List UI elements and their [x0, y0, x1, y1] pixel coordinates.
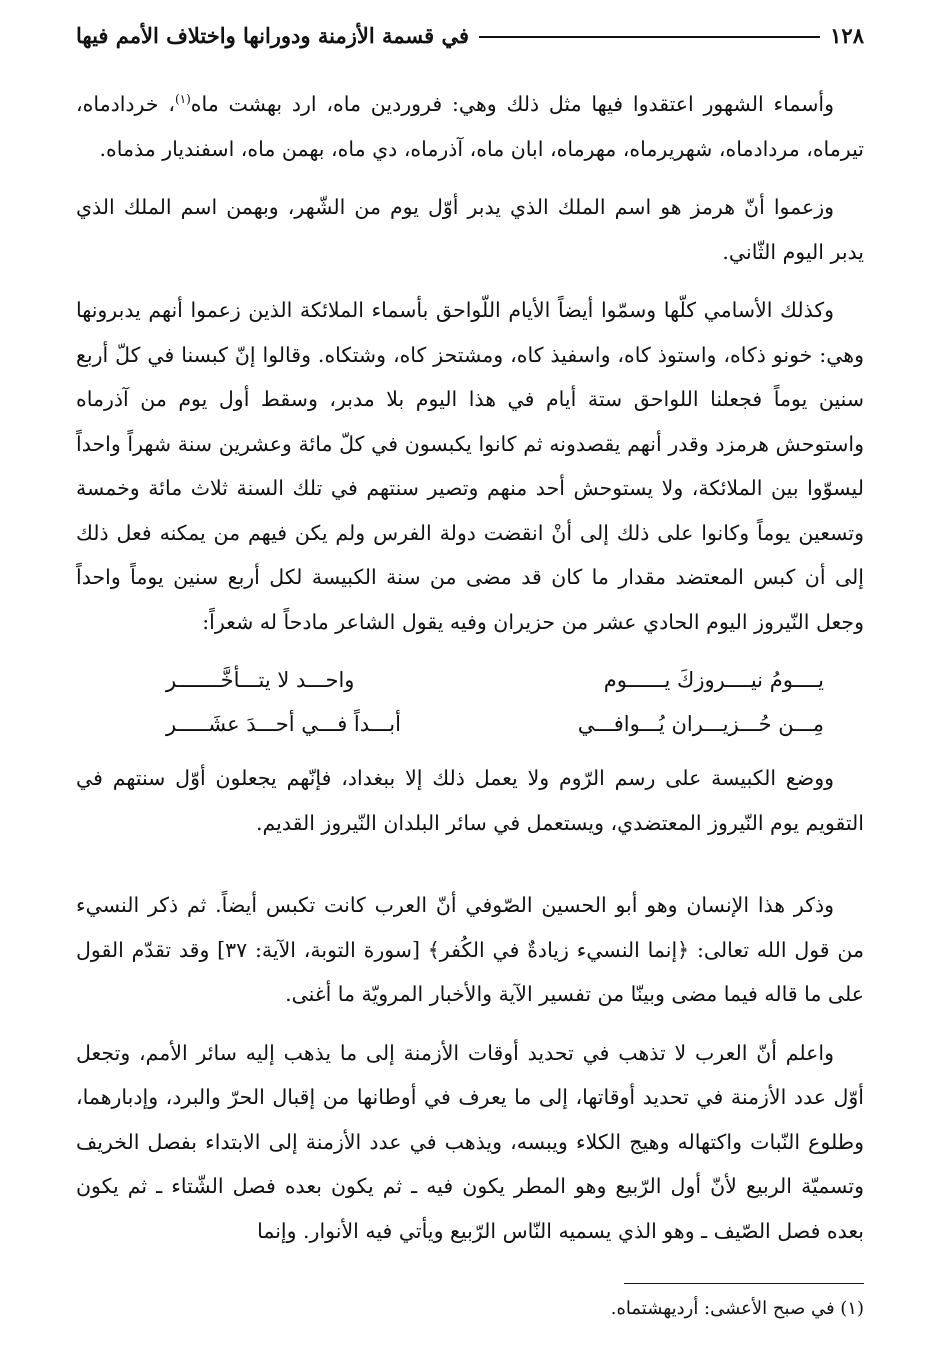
paragraph-sufi: وذكر هذا الإنسان وهو أبو الحسين الصّوفي أنّ العرب كانت تكبس أيضاً. ثم ذكر النسيء من قول الله تعالى: ﴿إنما النسيء زيادةٌ في الكُفر﴾ [سورة التوبة، الآية: ٣٧] وقد تقدّم القول على ما قاله فيما مضى وبينّا من تفسير الآية والأخبار المرويّة ما أغنى. [76, 893, 864, 1006]
section-gap [76, 859, 864, 883]
poem-hemistich: أبـــداً فـــي أحـــدَ عشَـــــر [166, 712, 401, 736]
poem-hemistich: واحـــد لا يتـــأخَّـــــــر [166, 668, 355, 692]
paragraph-arab-seasons: واعلم أنّ العرب لا تذهب في تحديد أوقات الأزمنة إلى ما يذهب إليه سائر الأمم، وتجعل أوّل عدد الأزمنة في تحديد أوقاتها، إلى ما يعرف في أوطانها من إقبال الحرّ والبرد، وإدبارهما، وطلوع النّبات واكتهاله وهيج الكلاء ويبسه، ويذهب في عدد الأزمنة إلى الابتداء بفصل الخريف وتسميّة الربيع لأنّ أول الرّبيع وهو المطر يكون فيه ـ ثم يكون بعده فصل الشّتاء ـ ثم يكون بعده فصل الصّيف ـ وهو الذي يسميه النّاس الرّبيع ويأتي فيه الأنوار. وإنما [76, 1040, 864, 1243]
paragraph-roman-intercalation: ووضع الكبيسة على رسم الرّوم ولا يعمل ذلك إلا ببغداد، فإنّهم يجعلون أوّل سنتهم في التقويم يوم النّيروز المعتضدي، ويستعمل في سائر البلدان النّيروز القديم. [76, 766, 864, 835]
poem [76, 658, 864, 746]
paragraph-hormoz: وزعموا أنّ هرمز هو اسم الملك الذي يدبر أوّل يوم من الشّهر، وبهمن اسم الملك الذي يدبر اليوم الثّاني. [76, 195, 864, 264]
poem-hemistich: يــــومُ نيــــروزكَ يــــــوم [603, 668, 824, 692]
header-rule [479, 36, 820, 38]
page-number: ١٢٨ [830, 22, 864, 48]
paragraph-text-continued: ، خردادماه، تيرماه، مردادماه، شهريرماه، مهرماه، ابان ماه، آذرماه، دي ماه، بهمن ماه، اسفنديار مذماه. [76, 92, 864, 161]
paragraph-intercalation: وكذلك الأسامي كلّها وسمّوا أيضاً الأيام اللّواحق بأسماء الملائكة الذين زعموا أنهم يدبرونها وهي: خونو ذكاه، واستوذ كاه، واسفيذ كاه، ومشتحز كاه، وشتكاه. وقالوا إنّ كبسنا في كلّ أربع سنين يوماً فجعلنا اللواحق ستة أيام في هذا اليوم بلا مدبر، وسقط أول يوم من آذرماه واستوحش هرمزد وقدر أنهم يقصدونه ثم كانوا يكبسون في كلّ مائة وعشرين سنة شهراً واحداً ليسوّوا بين الملائكة، ولا يستوحش أحد منهم وتصير سنتهم في تلك السنة ثلاث مائة وخمسة وتسعين يوماً وكانوا على ذلك إلى أنْ انقضت دولة الفرس ولم يكن فيهم من يمكنه فعل ذلك إلى أن كبس المعتضد مقدار ما كان قد مضى من سنة الكبيسة لكل أربع سنين يوماً واحداً وجعل النّيروز اليوم الحادي عشر من حزيران وفيه يقول الشاعر مادحاً له شعراً: [76, 298, 864, 634]
poem-hemistich: مِـــن حُـــزيـــران يُـــوافـــي [577, 712, 824, 736]
running-header [76, 18, 864, 52]
paragraph-text: وأسماء الشهور اعتقدوا فيها مثل ذلك وهي: فروردين ماه، ارد بهشت ماه [190, 92, 834, 116]
footnote-divider [624, 1283, 864, 1284]
running-title: في قسمة الأزمنة ودورانها واختلاف الأمم فيها [76, 22, 469, 48]
poem-line-2 [76, 702, 864, 746]
poem-line-1 [76, 658, 864, 702]
paragraph-month-names [76, 82, 864, 171]
page [76, 18, 864, 1322]
footnote-reference[interactable]: (١) [174, 92, 191, 107]
footnote: (١) في صبح الأعشى: أرديهشتماه. [610, 1298, 864, 1319]
